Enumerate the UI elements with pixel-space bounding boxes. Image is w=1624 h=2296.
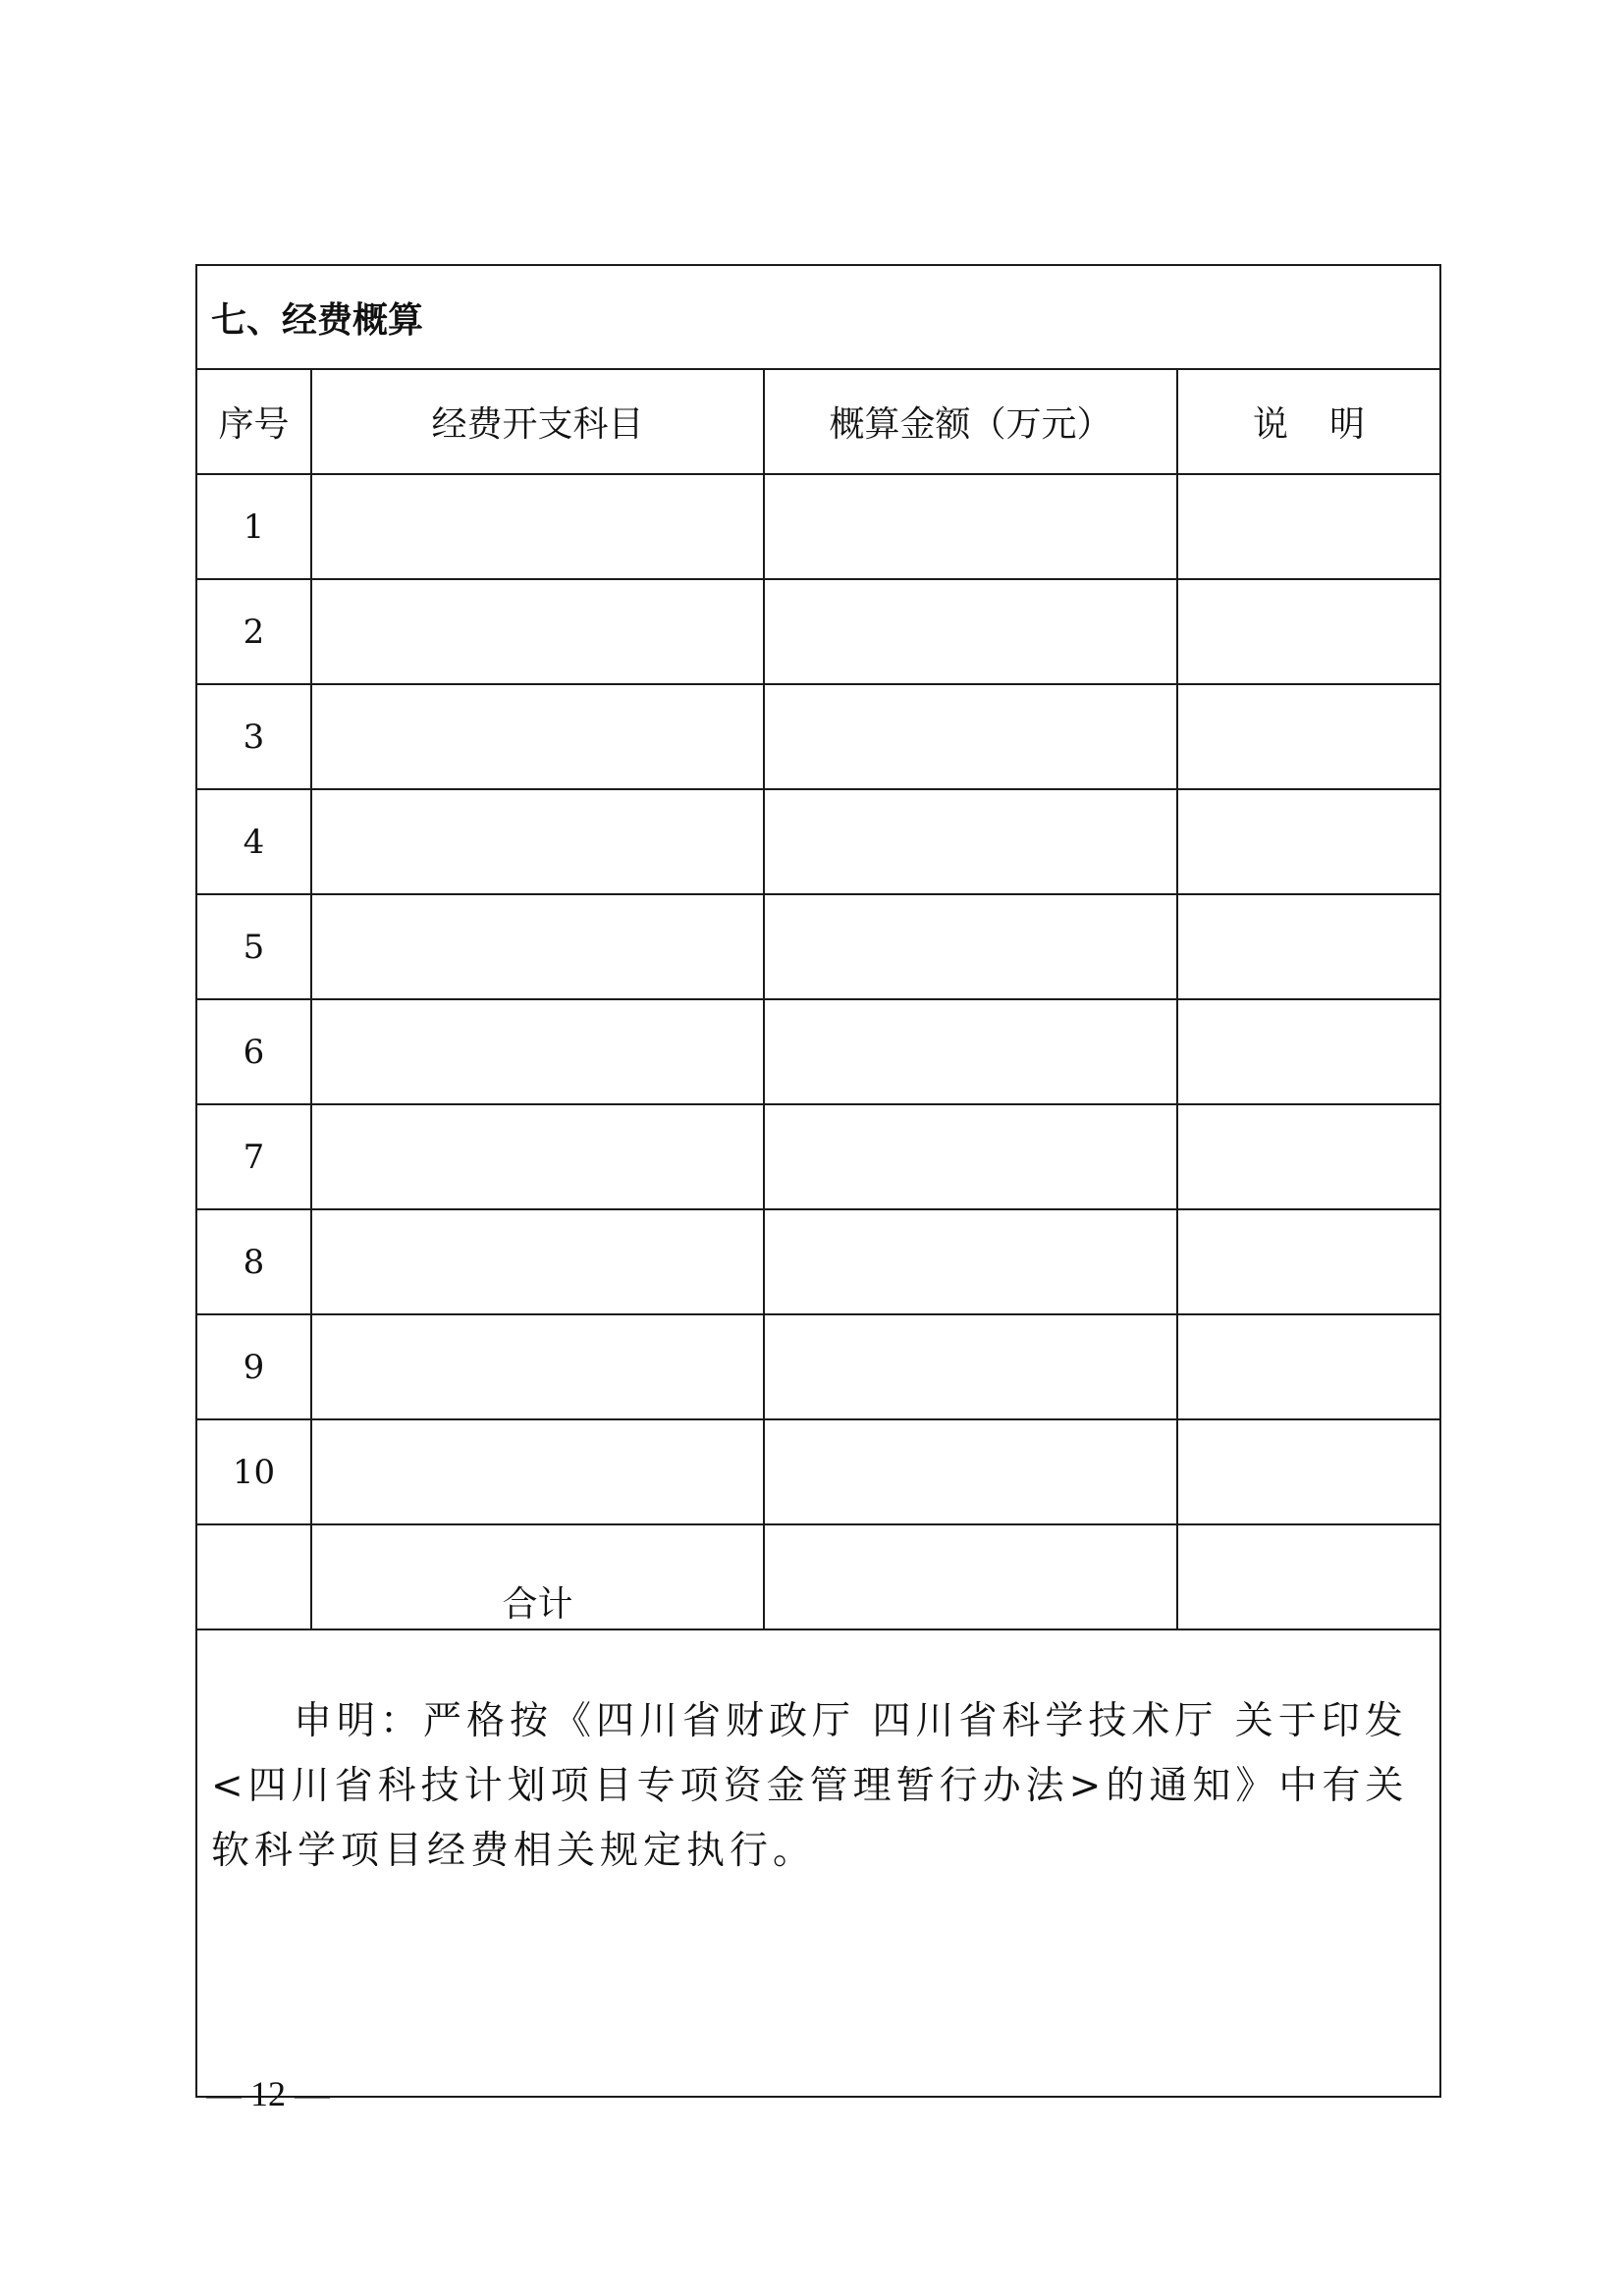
row-amount-cell[interactable]	[764, 1419, 1177, 1524]
table-row	[196, 894, 1440, 999]
header-amount: 概算金额（万元）	[764, 369, 1177, 474]
row-desc-cell[interactable]	[1177, 1314, 1440, 1419]
table-row	[196, 1419, 1440, 1524]
row-seq: 3	[196, 684, 311, 789]
row-amount-cell[interactable]	[764, 1104, 1177, 1209]
total-label-cell	[311, 1524, 764, 1629]
row-desc-cell[interactable]	[1177, 1419, 1440, 1524]
row-seq: 1	[196, 474, 311, 579]
table-row	[196, 579, 1440, 684]
row-amount-cell[interactable]	[764, 579, 1177, 684]
header-row	[196, 369, 1440, 474]
row-seq: 2	[196, 579, 311, 684]
header-desc	[1177, 369, 1440, 474]
total-label: 合计	[502, 1584, 573, 1625]
row-desc-cell[interactable]	[1177, 999, 1440, 1104]
total-seq-cell	[196, 1524, 311, 1629]
row-item-cell[interactable]	[311, 684, 764, 789]
row-seq: 5	[196, 894, 311, 999]
row-item-cell[interactable]	[311, 894, 764, 999]
page-number: — 12 —	[206, 2074, 330, 2113]
row-desc-cell[interactable]	[1177, 579, 1440, 684]
row-amount-cell[interactable]	[764, 684, 1177, 789]
total-amount-cell[interactable]	[764, 1524, 1177, 1629]
row-item-cell[interactable]	[311, 1314, 764, 1419]
row-seq: 4	[196, 789, 311, 894]
row-amount-cell[interactable]	[764, 1209, 1177, 1314]
section-title: 七、经费概算	[196, 265, 1440, 369]
total-row	[196, 1524, 1440, 1629]
row-desc-cell[interactable]	[1177, 684, 1440, 789]
table-row	[196, 789, 1440, 894]
row-amount-cell[interactable]	[764, 789, 1177, 894]
header-desc-label: 说明	[1253, 404, 1407, 445]
row-seq: 7	[196, 1104, 311, 1209]
row-item-cell[interactable]	[311, 999, 764, 1104]
row-item-cell[interactable]	[311, 579, 764, 684]
row-amount-cell[interactable]	[764, 474, 1177, 579]
budget-table	[195, 264, 1441, 2098]
row-seq: 10	[196, 1419, 311, 1524]
header-item: 经费开支科目	[311, 369, 764, 474]
table-row	[196, 474, 1440, 579]
row-desc-cell[interactable]	[1177, 1209, 1440, 1314]
row-desc-cell[interactable]	[1177, 789, 1440, 894]
row-seq: 9	[196, 1314, 311, 1419]
row-desc-cell[interactable]	[1177, 894, 1440, 999]
row-amount-cell[interactable]	[764, 894, 1177, 999]
statement-cell	[196, 1629, 1440, 2097]
header-seq: 序号	[196, 369, 311, 474]
row-seq: 6	[196, 999, 311, 1104]
table-row	[196, 684, 1440, 789]
total-desc-cell[interactable]	[1177, 1524, 1440, 1629]
table-row	[196, 1314, 1440, 1419]
row-item-cell[interactable]	[311, 1209, 764, 1314]
row-seq: 8	[196, 1209, 311, 1314]
statement-text: 申明：严格按《四川省财政厅 四川省科学技术厅 关于印发<四川省科技计划项目专项资金管理暂行办法>的通知》中有关软科学项目经费相关规定执行。	[211, 1699, 1409, 1873]
table-row	[196, 1104, 1440, 1209]
row-amount-cell[interactable]	[764, 1314, 1177, 1419]
statement-row	[196, 1629, 1440, 2097]
row-item-cell[interactable]	[311, 1419, 764, 1524]
row-desc-cell[interactable]	[1177, 1104, 1440, 1209]
table-row	[196, 999, 1440, 1104]
row-item-cell[interactable]	[311, 474, 764, 579]
row-desc-cell[interactable]	[1177, 474, 1440, 579]
row-amount-cell[interactable]	[764, 999, 1177, 1104]
row-item-cell[interactable]	[311, 1104, 764, 1209]
table-row	[196, 1209, 1440, 1314]
title-row	[196, 265, 1440, 369]
row-item-cell[interactable]	[311, 789, 764, 894]
